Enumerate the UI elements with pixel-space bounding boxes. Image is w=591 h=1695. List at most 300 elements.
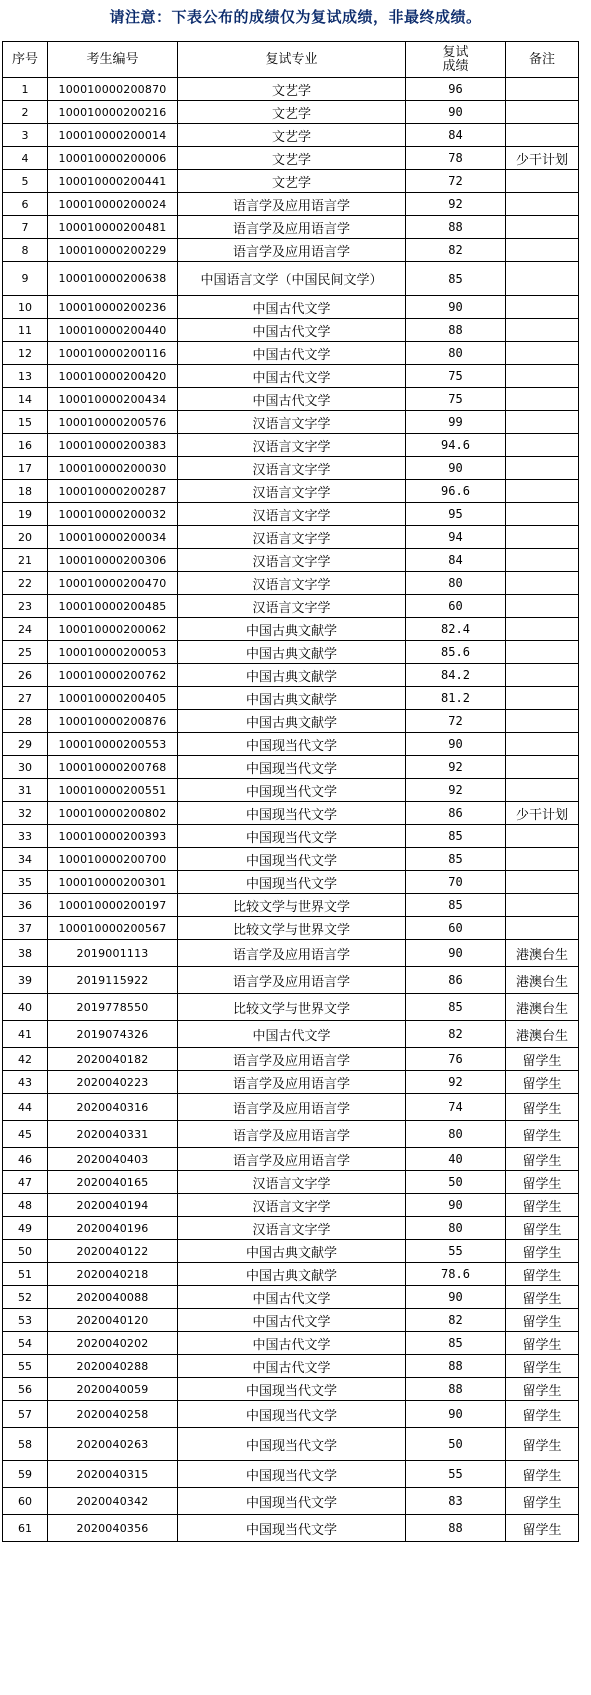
cell-score: 74 xyxy=(406,1094,506,1121)
cell-score: 88 xyxy=(406,319,506,342)
header-score xyxy=(406,42,506,78)
cell-note xyxy=(506,710,579,733)
cell-score: 88 xyxy=(406,1378,506,1401)
cell-exam-id: 2020040165 xyxy=(48,1171,178,1194)
cell-index: 25 xyxy=(3,641,48,664)
cell-note xyxy=(506,78,579,101)
cell-major: 中国古典文献学 xyxy=(178,1263,406,1286)
cell-note xyxy=(506,262,579,296)
cell-score: 84 xyxy=(406,549,506,572)
cell-note: 留学生 xyxy=(506,1148,579,1171)
cell-score: 85.6 xyxy=(406,641,506,664)
table-row xyxy=(3,457,579,480)
cell-exam-id: 100010000200301 xyxy=(48,871,178,894)
table-row xyxy=(3,1217,579,1240)
cell-score: 55 xyxy=(406,1240,506,1263)
table-row xyxy=(3,1194,579,1217)
cell-note xyxy=(506,572,579,595)
cell-note xyxy=(506,101,579,124)
cell-score: 88 xyxy=(406,216,506,239)
cell-major: 比较文学与世界文学 xyxy=(178,917,406,940)
cell-index: 17 xyxy=(3,457,48,480)
header-major: 复试专业 xyxy=(178,42,406,78)
cell-score: 85 xyxy=(406,894,506,917)
table-row xyxy=(3,101,579,124)
cell-score: 83 xyxy=(406,1488,506,1515)
cell-exam-id: 100010000200576 xyxy=(48,411,178,434)
table-row xyxy=(3,78,579,101)
table-row xyxy=(3,802,579,825)
cell-score: 82 xyxy=(406,239,506,262)
cell-note xyxy=(506,526,579,549)
table-row xyxy=(3,848,579,871)
cell-exam-id: 100010000200197 xyxy=(48,894,178,917)
table-row xyxy=(3,147,579,170)
cell-exam-id: 100010000200229 xyxy=(48,239,178,262)
cell-note: 港澳台生 xyxy=(506,940,579,967)
cell-major: 文艺学 xyxy=(178,78,406,101)
cell-note: 留学生 xyxy=(506,1428,579,1461)
header-note: 备注 xyxy=(506,42,579,78)
cell-note xyxy=(506,917,579,940)
cell-index: 14 xyxy=(3,388,48,411)
cell-major: 中国现当代文学 xyxy=(178,1488,406,1515)
cell-major: 语言学及应用语言学 xyxy=(178,940,406,967)
cell-major: 中国现当代文学 xyxy=(178,871,406,894)
cell-exam-id: 100010000200870 xyxy=(48,78,178,101)
table-row xyxy=(3,1148,579,1171)
cell-exam-id: 100010000200116 xyxy=(48,342,178,365)
notice-banner xyxy=(0,0,591,34)
cell-major: 汉语言文字学 xyxy=(178,549,406,572)
table-row xyxy=(3,710,579,733)
cell-score: 72 xyxy=(406,170,506,193)
cell-major: 中国现当代文学 xyxy=(178,756,406,779)
cell-index: 15 xyxy=(3,411,48,434)
cell-exam-id: 100010000200306 xyxy=(48,549,178,572)
cell-note: 港澳台生 xyxy=(506,994,579,1021)
cell-note xyxy=(506,170,579,193)
table-row xyxy=(3,1240,579,1263)
cell-index: 57 xyxy=(3,1401,48,1428)
cell-score: 40 xyxy=(406,1148,506,1171)
cell-score: 88 xyxy=(406,1355,506,1378)
cell-score: 92 xyxy=(406,193,506,216)
cell-index: 61 xyxy=(3,1515,48,1542)
cell-major: 汉语言文字学 xyxy=(178,411,406,434)
cell-note xyxy=(506,871,579,894)
cell-note: 留学生 xyxy=(506,1048,579,1071)
cell-score: 80 xyxy=(406,1217,506,1240)
cell-note: 留学生 xyxy=(506,1378,579,1401)
cell-score: 85 xyxy=(406,1332,506,1355)
cell-exam-id: 2020040122 xyxy=(48,1240,178,1263)
cell-note xyxy=(506,894,579,917)
cell-major: 中国古代文学 xyxy=(178,1021,406,1048)
table-row xyxy=(3,1401,579,1428)
table-row xyxy=(3,1121,579,1148)
table-row xyxy=(3,1355,579,1378)
cell-exam-id: 2020040194 xyxy=(48,1194,178,1217)
cell-note: 留学生 xyxy=(506,1488,579,1515)
cell-score: 95 xyxy=(406,503,506,526)
cell-exam-id: 100010000200405 xyxy=(48,687,178,710)
cell-major: 中国古代文学 xyxy=(178,388,406,411)
cell-major: 语言学及应用语言学 xyxy=(178,1071,406,1094)
cell-score: 94 xyxy=(406,526,506,549)
cell-major: 语言学及应用语言学 xyxy=(178,1121,406,1148)
cell-note xyxy=(506,618,579,641)
cell-major: 中国古典文献学 xyxy=(178,710,406,733)
cell-exam-id: 100010000200236 xyxy=(48,296,178,319)
cell-score: 80 xyxy=(406,342,506,365)
cell-index: 11 xyxy=(3,319,48,342)
cell-exam-id: 100010000200216 xyxy=(48,101,178,124)
cell-note: 留学生 xyxy=(506,1071,579,1094)
cell-major: 中国语言文学（中国民间文学） xyxy=(178,262,406,296)
header-index: 序号 xyxy=(3,42,48,78)
cell-major: 比较文学与世界文学 xyxy=(178,894,406,917)
table-row xyxy=(3,595,579,618)
cell-note: 留学生 xyxy=(506,1332,579,1355)
cell-major: 中国现当代文学 xyxy=(178,1428,406,1461)
cell-major: 汉语言文字学 xyxy=(178,1194,406,1217)
cell-major: 中国现当代文学 xyxy=(178,802,406,825)
cell-index: 2 xyxy=(3,101,48,124)
cell-index: 60 xyxy=(3,1488,48,1515)
cell-note: 留学生 xyxy=(506,1515,579,1542)
cell-major: 文艺学 xyxy=(178,170,406,193)
cell-score: 55 xyxy=(406,1461,506,1488)
table-row xyxy=(3,1378,579,1401)
cell-note xyxy=(506,434,579,457)
cell-exam-id: 100010000200768 xyxy=(48,756,178,779)
table-row xyxy=(3,503,579,526)
cell-score: 96 xyxy=(406,78,506,101)
cell-exam-id: 100010000200802 xyxy=(48,802,178,825)
score-table xyxy=(2,41,579,1542)
cell-major: 中国古典文献学 xyxy=(178,664,406,687)
table-row xyxy=(3,825,579,848)
cell-major: 语言学及应用语言学 xyxy=(178,193,406,216)
cell-index: 21 xyxy=(3,549,48,572)
cell-note xyxy=(506,733,579,756)
header-row xyxy=(3,42,579,78)
cell-exam-id: 100010000200551 xyxy=(48,779,178,802)
cell-exam-id: 100010000200762 xyxy=(48,664,178,687)
table-row xyxy=(3,1428,579,1461)
cell-note xyxy=(506,664,579,687)
cell-exam-id: 2020040223 xyxy=(48,1071,178,1094)
cell-exam-id: 100010000200638 xyxy=(48,262,178,296)
table-row xyxy=(3,756,579,779)
table-row xyxy=(3,193,579,216)
cell-major: 中国现当代文学 xyxy=(178,1461,406,1488)
cell-major: 汉语言文字学 xyxy=(178,457,406,480)
cell-score: 86 xyxy=(406,802,506,825)
cell-note: 留学生 xyxy=(506,1094,579,1121)
cell-index: 46 xyxy=(3,1148,48,1171)
cell-score: 84.2 xyxy=(406,664,506,687)
cell-exam-id: 100010000200567 xyxy=(48,917,178,940)
table-row xyxy=(3,124,579,147)
cell-major: 汉语言文字学 xyxy=(178,503,406,526)
cell-score: 96.6 xyxy=(406,480,506,503)
cell-major: 语言学及应用语言学 xyxy=(178,216,406,239)
cell-exam-id: 2020040356 xyxy=(48,1515,178,1542)
cell-major: 汉语言文字学 xyxy=(178,595,406,618)
header-score-line1: 复试 xyxy=(442,44,469,60)
cell-score: 80 xyxy=(406,572,506,595)
cell-exam-id: 2020040059 xyxy=(48,1378,178,1401)
cell-score: 84 xyxy=(406,124,506,147)
table-row xyxy=(3,1071,579,1094)
table-row xyxy=(3,216,579,239)
cell-index: 38 xyxy=(3,940,48,967)
cell-major: 汉语言文字学 xyxy=(178,1171,406,1194)
cell-major: 文艺学 xyxy=(178,101,406,124)
cell-note xyxy=(506,480,579,503)
cell-note xyxy=(506,549,579,572)
cell-exam-id: 100010000200006 xyxy=(48,147,178,170)
table-row xyxy=(3,618,579,641)
cell-score: 50 xyxy=(406,1171,506,1194)
cell-major: 中国现当代文学 xyxy=(178,779,406,802)
cell-score: 85 xyxy=(406,994,506,1021)
cell-index: 41 xyxy=(3,1021,48,1048)
cell-score: 70 xyxy=(406,871,506,894)
cell-index: 36 xyxy=(3,894,48,917)
cell-exam-id: 100010000200014 xyxy=(48,124,178,147)
table-row xyxy=(3,480,579,503)
cell-major: 语言学及应用语言学 xyxy=(178,967,406,994)
table-row xyxy=(3,1171,579,1194)
cell-note xyxy=(506,239,579,262)
cell-exam-id: 100010000200470 xyxy=(48,572,178,595)
cell-exam-id: 2020040263 xyxy=(48,1428,178,1461)
cell-major: 文艺学 xyxy=(178,124,406,147)
cell-exam-id: 100010000200062 xyxy=(48,618,178,641)
cell-index: 56 xyxy=(3,1378,48,1401)
table-row xyxy=(3,871,579,894)
cell-score: 90 xyxy=(406,940,506,967)
cell-major: 中国现当代文学 xyxy=(178,1401,406,1428)
cell-major: 比较文学与世界文学 xyxy=(178,994,406,1021)
cell-major: 中国古代文学 xyxy=(178,319,406,342)
cell-index: 33 xyxy=(3,825,48,848)
table-row xyxy=(3,365,579,388)
cell-major: 汉语言文字学 xyxy=(178,526,406,549)
table-row xyxy=(3,1488,579,1515)
cell-score: 82 xyxy=(406,1309,506,1332)
cell-score: 92 xyxy=(406,756,506,779)
cell-score: 78 xyxy=(406,147,506,170)
table-row xyxy=(3,940,579,967)
cell-note: 少干计划 xyxy=(506,802,579,825)
table-row xyxy=(3,434,579,457)
table-row xyxy=(3,994,579,1021)
cell-index: 6 xyxy=(3,193,48,216)
cell-exam-id: 2020040120 xyxy=(48,1309,178,1332)
cell-note xyxy=(506,365,579,388)
cell-major: 中国现当代文学 xyxy=(178,825,406,848)
table-row xyxy=(3,239,579,262)
cell-note: 留学生 xyxy=(506,1240,579,1263)
table-row xyxy=(3,664,579,687)
cell-note xyxy=(506,848,579,871)
cell-score: 90 xyxy=(406,1286,506,1309)
table-row xyxy=(3,1515,579,1542)
cell-score: 90 xyxy=(406,296,506,319)
cell-exam-id: 100010000200032 xyxy=(48,503,178,526)
cell-major: 语言学及应用语言学 xyxy=(178,1094,406,1121)
cell-major: 中国古代文学 xyxy=(178,1286,406,1309)
cell-exam-id: 2020040258 xyxy=(48,1401,178,1428)
table-row xyxy=(3,388,579,411)
cell-exam-id: 2019074326 xyxy=(48,1021,178,1048)
cell-score: 85 xyxy=(406,825,506,848)
cell-major: 中国现当代文学 xyxy=(178,1515,406,1542)
cell-index: 51 xyxy=(3,1263,48,1286)
cell-major: 中国古代文学 xyxy=(178,1332,406,1355)
cell-index: 39 xyxy=(3,967,48,994)
cell-exam-id: 100010000200700 xyxy=(48,848,178,871)
cell-index: 18 xyxy=(3,480,48,503)
table-row xyxy=(3,917,579,940)
cell-score: 80 xyxy=(406,1121,506,1148)
cell-exam-id: 100010000200024 xyxy=(48,193,178,216)
cell-score: 75 xyxy=(406,388,506,411)
cell-exam-id: 2020040182 xyxy=(48,1048,178,1071)
cell-major: 中国古典文献学 xyxy=(178,641,406,664)
cell-exam-id: 2020040403 xyxy=(48,1148,178,1171)
cell-note: 留学生 xyxy=(506,1263,579,1286)
cell-exam-id: 100010000200393 xyxy=(48,825,178,848)
cell-major: 中国古典文献学 xyxy=(178,1240,406,1263)
cell-index: 24 xyxy=(3,618,48,641)
cell-index: 43 xyxy=(3,1071,48,1094)
cell-major: 中国古代文学 xyxy=(178,1309,406,1332)
table-row xyxy=(3,549,579,572)
table-row xyxy=(3,170,579,193)
cell-note: 留学生 xyxy=(506,1309,579,1332)
cell-note: 留学生 xyxy=(506,1194,579,1217)
cell-index: 22 xyxy=(3,572,48,595)
cell-exam-id: 100010000200034 xyxy=(48,526,178,549)
cell-note xyxy=(506,457,579,480)
cell-index: 8 xyxy=(3,239,48,262)
cell-exam-id: 2020040288 xyxy=(48,1355,178,1378)
cell-major: 语言学及应用语言学 xyxy=(178,1048,406,1071)
cell-note: 留学生 xyxy=(506,1121,579,1148)
cell-note: 港澳台生 xyxy=(506,1021,579,1048)
cell-exam-id: 2019778550 xyxy=(48,994,178,1021)
score-table-body xyxy=(3,78,579,1542)
cell-note xyxy=(506,503,579,526)
cell-index: 45 xyxy=(3,1121,48,1148)
cell-index: 44 xyxy=(3,1094,48,1121)
cell-note xyxy=(506,124,579,147)
cell-note: 留学生 xyxy=(506,1461,579,1488)
table-row xyxy=(3,1263,579,1286)
cell-index: 58 xyxy=(3,1428,48,1461)
header-exam-id: 考生编号 xyxy=(48,42,178,78)
cell-major: 中国现当代文学 xyxy=(178,1378,406,1401)
cell-major: 汉语言文字学 xyxy=(178,480,406,503)
cell-score: 50 xyxy=(406,1428,506,1461)
cell-index: 48 xyxy=(3,1194,48,1217)
cell-score: 99 xyxy=(406,411,506,434)
cell-exam-id: 2020040316 xyxy=(48,1094,178,1121)
cell-index: 54 xyxy=(3,1332,48,1355)
cell-major: 文艺学 xyxy=(178,147,406,170)
cell-score: 60 xyxy=(406,595,506,618)
cell-index: 47 xyxy=(3,1171,48,1194)
cell-score: 76 xyxy=(406,1048,506,1071)
cell-index: 10 xyxy=(3,296,48,319)
cell-exam-id: 100010000200553 xyxy=(48,733,178,756)
cell-score: 86 xyxy=(406,967,506,994)
cell-index: 42 xyxy=(3,1048,48,1071)
cell-index: 26 xyxy=(3,664,48,687)
cell-index: 5 xyxy=(3,170,48,193)
cell-index: 4 xyxy=(3,147,48,170)
cell-note xyxy=(506,756,579,779)
cell-note xyxy=(506,825,579,848)
table-row xyxy=(3,296,579,319)
cell-exam-id: 100010000200420 xyxy=(48,365,178,388)
cell-index: 12 xyxy=(3,342,48,365)
cell-exam-id: 100010000200434 xyxy=(48,388,178,411)
cell-major: 中国古典文献学 xyxy=(178,618,406,641)
cell-index: 23 xyxy=(3,595,48,618)
cell-exam-id: 100010000200287 xyxy=(48,480,178,503)
table-row xyxy=(3,1094,579,1121)
table-row xyxy=(3,342,579,365)
cell-index: 28 xyxy=(3,710,48,733)
cell-exam-id: 2020040218 xyxy=(48,1263,178,1286)
cell-note xyxy=(506,319,579,342)
cell-note: 留学生 xyxy=(506,1217,579,1240)
table-row xyxy=(3,967,579,994)
cell-score: 90 xyxy=(406,101,506,124)
cell-score: 85 xyxy=(406,262,506,296)
cell-major: 语言学及应用语言学 xyxy=(178,1148,406,1171)
cell-index: 34 xyxy=(3,848,48,871)
cell-index: 50 xyxy=(3,1240,48,1263)
cell-index: 16 xyxy=(3,434,48,457)
cell-note xyxy=(506,216,579,239)
cell-note: 留学生 xyxy=(506,1355,579,1378)
table-row xyxy=(3,1048,579,1071)
table-row xyxy=(3,1309,579,1332)
cell-index: 55 xyxy=(3,1355,48,1378)
cell-exam-id: 2019001113 xyxy=(48,940,178,967)
table-row xyxy=(3,1286,579,1309)
cell-exam-id: 2020040196 xyxy=(48,1217,178,1240)
cell-major: 中国古代文学 xyxy=(178,1355,406,1378)
cell-note: 少干计划 xyxy=(506,147,579,170)
table-row xyxy=(3,411,579,434)
table-row xyxy=(3,894,579,917)
cell-index: 37 xyxy=(3,917,48,940)
cell-index: 53 xyxy=(3,1309,48,1332)
cell-score: 82 xyxy=(406,1021,506,1048)
table-row xyxy=(3,641,579,664)
cell-index: 59 xyxy=(3,1461,48,1488)
cell-major: 中国古代文学 xyxy=(178,365,406,388)
cell-score: 90 xyxy=(406,1401,506,1428)
